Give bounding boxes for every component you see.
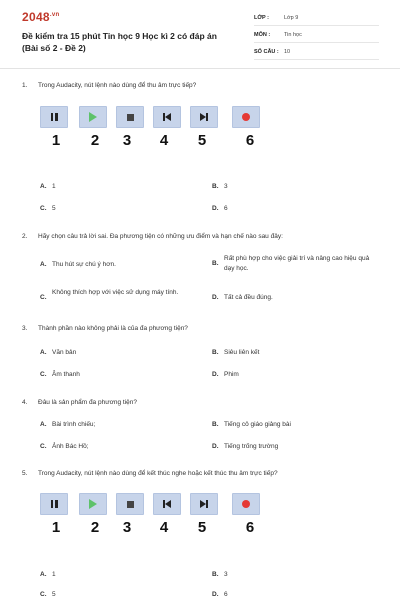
skip-start-button[interactable]	[153, 493, 181, 515]
pause-button[interactable]	[40, 493, 68, 515]
q2-option-c[interactable]: C. Không thích hợp với việc sử dụng máy tính.	[40, 289, 179, 301]
q2-option-b[interactable]: B. Rất phù hợp cho việc giải trí và nâng cao hiệu quả dạy học.	[212, 255, 370, 272]
skip-to-start-icon	[163, 113, 172, 121]
stop-icon	[127, 114, 134, 121]
page-header	[0, 0, 400, 69]
pause-button[interactable]	[40, 106, 68, 128]
question-1: 1. Trong Audacity, nút lệnh nào dùng để thu âm trực tiếp?	[22, 82, 197, 89]
question-5: 5. Trong Audacity, nút lệnh nào dùng để kết thúc nghe hoặc kết thúc thu âm trực tiếp?	[22, 470, 278, 477]
meta-subject: MÔN : Tin học	[254, 29, 379, 43]
question-2: 2. Hãy chọn câu trả lời sai. Đa phương tiện có những ưu điểm và hạn chế nào sau đây:	[22, 233, 283, 240]
skip-to-end-icon	[200, 113, 209, 121]
quiz-meta	[254, 12, 379, 63]
stop-button[interactable]	[116, 106, 144, 128]
skip-to-start-icon	[163, 500, 172, 508]
meta-class: LỚP : Lớp 9	[254, 12, 379, 26]
pause-icon	[51, 500, 58, 508]
play-button[interactable]	[79, 106, 107, 128]
skip-end-button[interactable]	[190, 493, 218, 515]
record-button[interactable]	[232, 106, 260, 128]
record-icon	[242, 113, 250, 121]
skip-start-button[interactable]	[153, 106, 181, 128]
play-icon	[89, 112, 97, 122]
question-4: 4. Đâu là sản phẩm đa phương tiện?	[22, 399, 137, 406]
quiz-page: $2048^{.vn}$ Đề kiểm tra 15 phút Tin học 9 Học kì 2 có đáp án (Bài số 2 - Đề 2) LỚP : Lớp 9 MÔN : Tin học SỐ CÂU : 10 1. Trong Audacity, nút lệnh nào dùng để thu âm trực tiếp? 1 2 3 4 5 6 A. 1 B. 3 C. 5 D. 6 2. Hãy chọn câu trả lời sai. Đa phương tiện có những ưu điểm và hạn chế nào sau đây: A. Thu hút sự chú ý hơn. B. Rất phù hợp cho việc giải trí và nâng cao hiệu quả dạy học. C. Không thích hợp với việc sử dụng máy tính. D. Tất cả đều đúng. 3. Thành phần nào không phải là của đa phương tiện? A. Văn bản B. Siêu liên kết C. Âm thanh D. Phim 4. Đâu là sản phẩm đa phương tiện? A. Bài trình chiếu; B. Tiếng cô giáo giảng bài C. Ảnh Bác Hồ; D. Tiếng trống trường 5. Trong Audacity, nút lệnh nào dùng để kết thúc nghe hoặc kết thúc thu âm trực tiếp? 1 2 3 4 5 6 A. 1 B. 3 C. 5 D. 6	[0, 0, 400, 600]
stop-icon	[127, 501, 134, 508]
page-title: Đề kiểm tra 15 phút Tin học 9 Học kì 2 có đáp án (Bài số 2 - Đề 2)	[22, 31, 217, 53]
meta-question-count: SỐ CÂU : 10	[254, 46, 379, 60]
play-button[interactable]	[79, 493, 107, 515]
play-icon	[89, 499, 97, 509]
audacity-toolbar-1	[40, 106, 264, 128]
stop-button[interactable]	[116, 493, 144, 515]
site-logo[interactable]: $2048^{.vn}$	[22, 10, 60, 24]
record-button[interactable]	[232, 493, 260, 515]
question-3: 3. Thành phần nào không phải là của đa phương tiện?	[22, 325, 188, 332]
pause-icon	[51, 113, 58, 121]
skip-to-end-icon	[200, 500, 209, 508]
skip-end-button[interactable]	[190, 106, 218, 128]
audacity-toolbar-2	[40, 493, 264, 515]
record-icon	[242, 500, 250, 508]
